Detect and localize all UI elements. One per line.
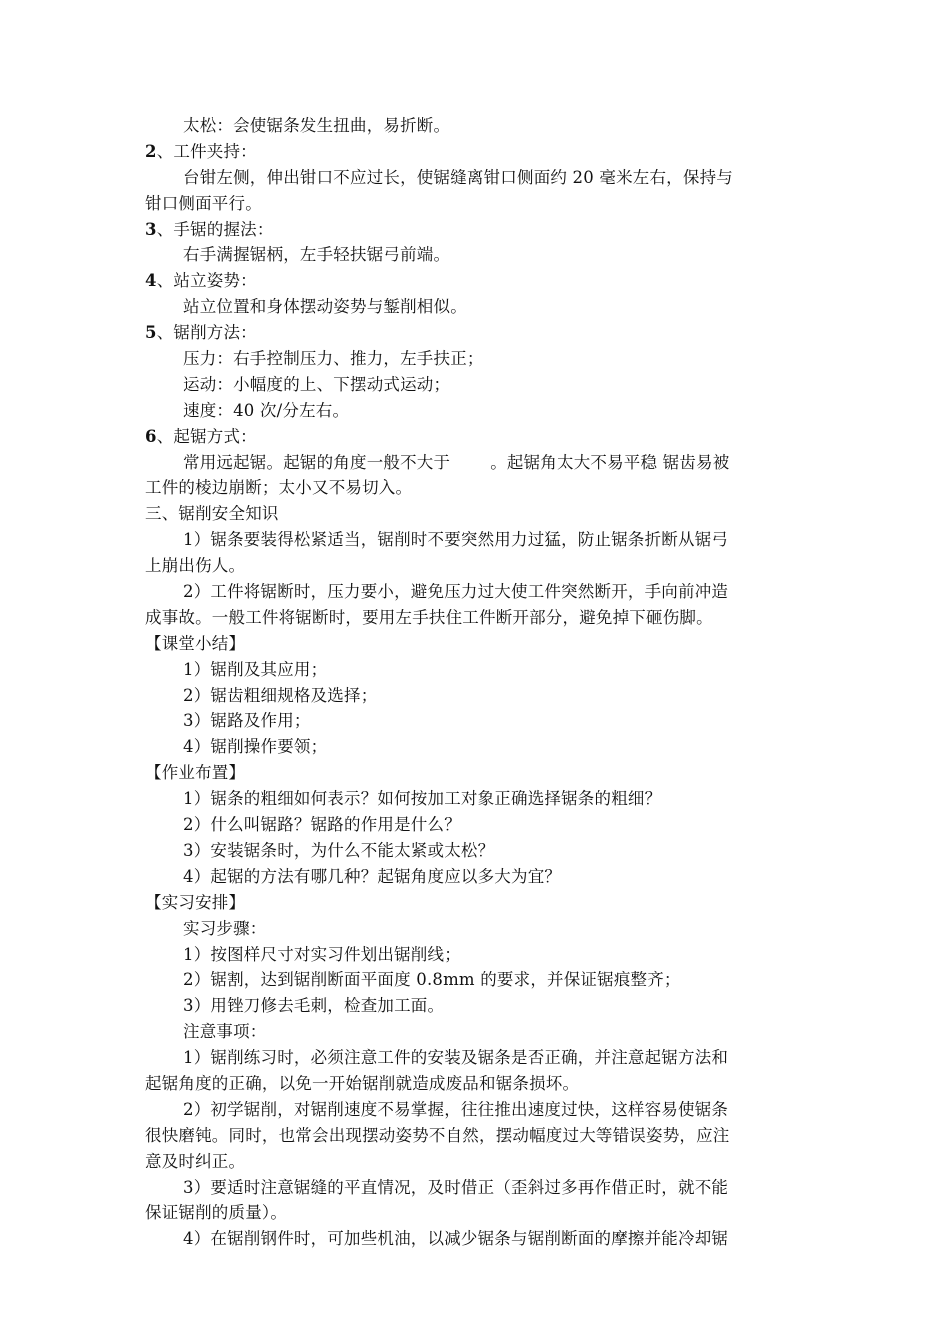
list-item: 4）起锯的方法有哪几种？起锯角度应以多大为宜？ [183,866,562,886]
text-line: 很快磨钝。同时，也常会出现摆动姿势不自然，摆动幅度过大等错误姿势，应注 [145,1125,730,1145]
text-line: 起锯角度的正确，以免一开始锯削就造成废品和锯条损坏。 [145,1073,580,1093]
text-line: 常用远起锯。起锯的角度一般不大于 。起锯角太大不易平稳 锯齿易被 [183,452,730,472]
text-line: 4）在锯削钢件时，可加些机油，以减少锯条与锯削断面的摩擦并能冷却锯 [183,1229,729,1249]
list-item: 4）锯削操作要领； [183,737,328,757]
section-heading: 【实习安排】 [145,892,246,912]
text-line: 注意事项： [183,1022,267,1042]
list-item: 2）锯割，达到锯削断面平面度 0.8mm 的要求，并保证锯痕整齐； [183,970,681,990]
text-line: 上崩出伤人。 [145,556,246,576]
text-line: 压力：右手控制压力、推力，左手扶正； [183,349,484,369]
text-line: 钳口侧面平行。 [145,193,262,213]
list-item: 1）按图样尺寸对实习件划出锯削线； [183,944,461,964]
list-item: 3）用锉刀修去毛刺，检查加工面。 [183,996,445,1016]
list-item: 1）锯条的粗细如何表示？如何按加工对象正确选择锯条的粗细？ [183,789,662,809]
text-line: 2）工件将锯断时，压力要小，避免压力过大使工件突然断开，手向前冲造 [183,582,729,602]
text-line: 1）锯条要装得松紧适当，锯削时不要突然用力过猛，防止锯条折断从锯弓 [183,530,729,550]
text-line: 站立位置和身体摆动姿势与錾削相似。 [183,297,467,317]
text-line: 运动：小幅度的上、下摆动式运动； [183,374,451,394]
section-heading: 3、手锯的握法： [145,219,274,239]
section-heading: 2、工件夹持： [145,141,257,161]
list-item: 2）锯齿粗细规格及选择； [183,685,378,705]
text-line: 工件的棱边崩断；太小又不易切入。 [145,478,413,498]
text-line: 保证锯削的质量）。 [145,1203,288,1223]
text-line: 2）初学锯削，对锯削速度不易掌握，往往推出速度过快，这样容易使锯条 [183,1099,729,1119]
section-heading: 三、锯削安全知识 [145,504,279,524]
text-line: 速度：40 次/分左右。 [183,400,350,420]
text-line: 台钳左侧，伸出钳口不应过长，使锯缝离钳口侧面约 20 毫米左右，保持与 [183,167,733,187]
text-line: 1）锯削练习时，必须注意工件的安装及锯条是否正确，并注意起锯方法和 [183,1048,729,1068]
text-line: 成事故。一般工件将锯断时，要用左手扶住工件断开部分，避免掉下砸伤脚。 [145,607,713,627]
list-item: 3）锯路及作用； [183,711,311,731]
section-heading: 5、锯削方法： [145,323,257,343]
list-item: 1）锯削及其应用； [183,659,328,679]
section-heading: 【课堂小结】 [145,633,246,653]
list-item: 3）安装锯条时，为什么不能太紧或太松？ [183,840,495,860]
text-line: 右手满握锯柄，左手轻扶锯弓前端。 [183,245,451,265]
section-heading: 【作业布置】 [145,763,246,783]
text-line: 意及时纠正。 [145,1151,246,1171]
section-heading: 6、起锯方式： [145,426,257,446]
section-heading: 4、站立姿势： [145,271,257,291]
document-page [145,113,810,1252]
text-line: 太松：会使锯条发生扭曲，易折断。 [183,116,451,135]
text-line: 3）要适时注意锯缝的平直情况，及时借正（歪斜过多再作借正时，就不能 [183,1177,729,1197]
list-item: 2）什么叫锯路？锯路的作用是什么？ [183,815,461,835]
text-line: 实习步骤： [183,918,267,938]
